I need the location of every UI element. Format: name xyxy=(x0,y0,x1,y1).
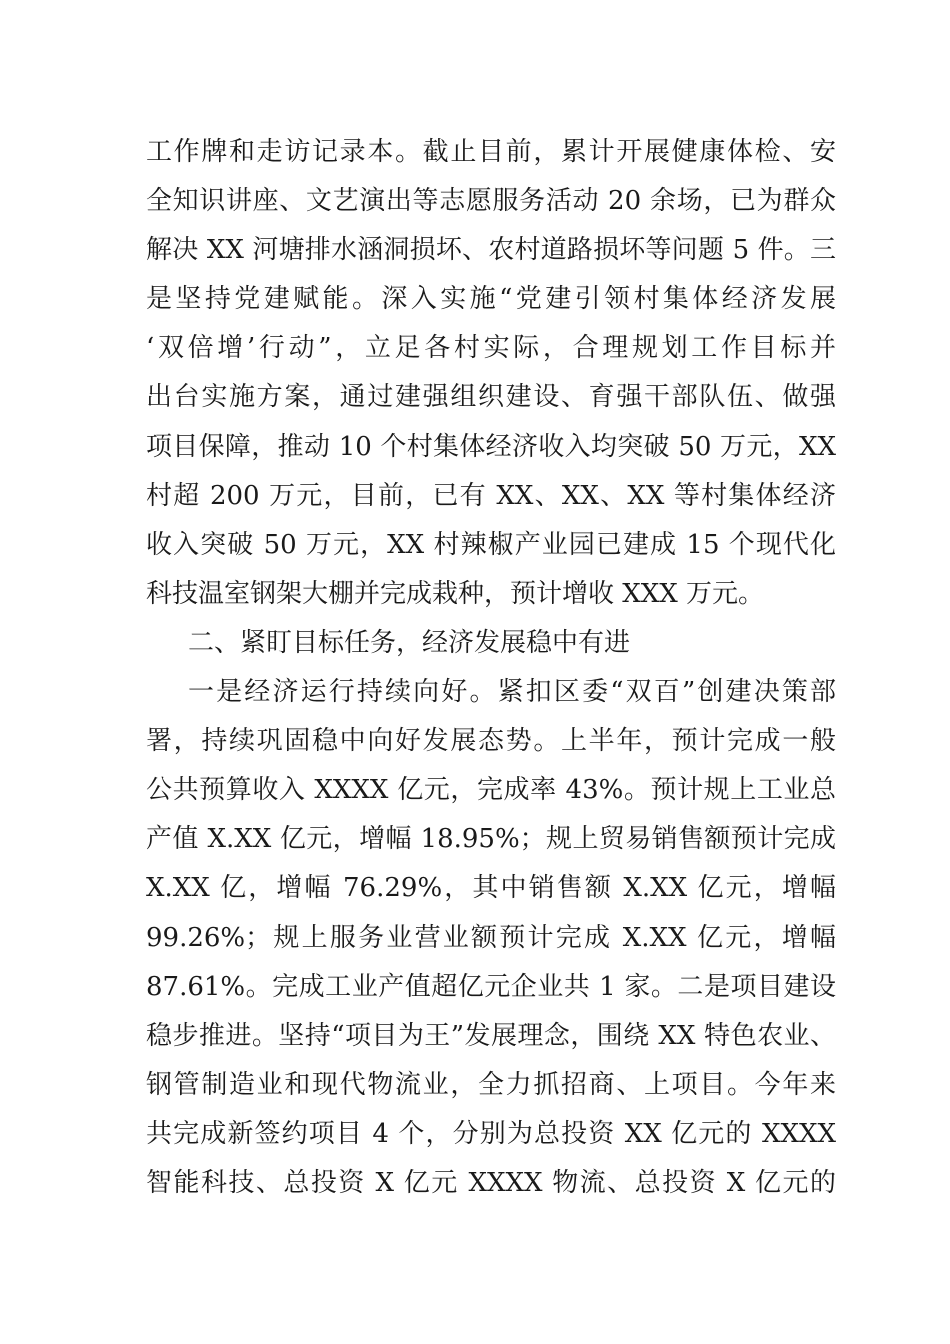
text-line: 村超 200 万元，目前，已有 XX、XX、XX 等村集体经济 xyxy=(146,480,836,511)
text-line: 科技温室钢架大棚并完成栽种，预计增收 XXX 万元。 xyxy=(146,578,765,609)
text-line: 全知识讲座、文艺演出等志愿服务活动 20 余场，已为群众 xyxy=(146,186,836,217)
text-line: 99.26%；规上服务业营业额预计完成 X.XX 亿元，增幅 xyxy=(146,922,836,953)
text-line: 87.61%。完成工业产值超亿元企业共 1 家。二是项目建设 xyxy=(146,971,836,1002)
text-line: 共完成新签约项目 4 个，分别为总投资 XX 亿元的 XXXX xyxy=(146,1118,836,1149)
text-line: 是坚持党建赋能。深入实施“党建引领村集体经济发展 xyxy=(146,284,836,315)
text-line: 收入突破 50 万元，XX 村辣椒产业园已建成 15 个现代化 xyxy=(146,529,836,560)
text-line: X.XX 亿，增幅 76.29%，其中销售额 X.XX 亿元，增幅 xyxy=(146,873,836,904)
text-line: 项目保障，推动 10 个村集体经济收入均突破 50 万元，XX xyxy=(146,431,836,462)
section-heading: 二、紧盯目标任务，经济发展稳中有进 xyxy=(188,627,631,658)
body-text xyxy=(146,128,836,1208)
text-line: 一是经济运行持续向好。紧扣区委“双百”创建决策部 xyxy=(188,677,836,708)
text-line: 出台实施方案，通过建强组织建设、育强干部队伍、做强 xyxy=(146,382,836,413)
text-line: 钢管制造业和现代物流业，全力抓招商、上项目。今年来 xyxy=(146,1069,836,1100)
text-line: 公共预算收入 XXXX 亿元，完成率 43%。预计规上工业总 xyxy=(146,775,836,806)
text-line: 署，持续巩固稳中向好发展态势。上半年，预计完成一般 xyxy=(146,726,836,757)
text-line: 解决 XX 河塘排水涵洞损坏、农村道路损坏等问题 5 件。三 xyxy=(146,235,836,266)
text-line: ‘双倍增’行动”，立足各村实际，合理规划工作目标并 xyxy=(146,333,836,364)
text-line: 产值 X.XX 亿元，增幅 18.95%；规上贸易销售额预计完成 xyxy=(146,824,836,855)
text-line: 稳步推进。坚持“项目为王”发展理念，围绕 XX 特色农业、 xyxy=(146,1020,836,1051)
text-line: 工作牌和走访记录本。截止目前，累计开展健康体检、安 xyxy=(146,137,836,167)
text-line: 智能科技、总投资 X 亿元 XXXX 物流、总投资 X 亿元的 xyxy=(146,1167,836,1198)
